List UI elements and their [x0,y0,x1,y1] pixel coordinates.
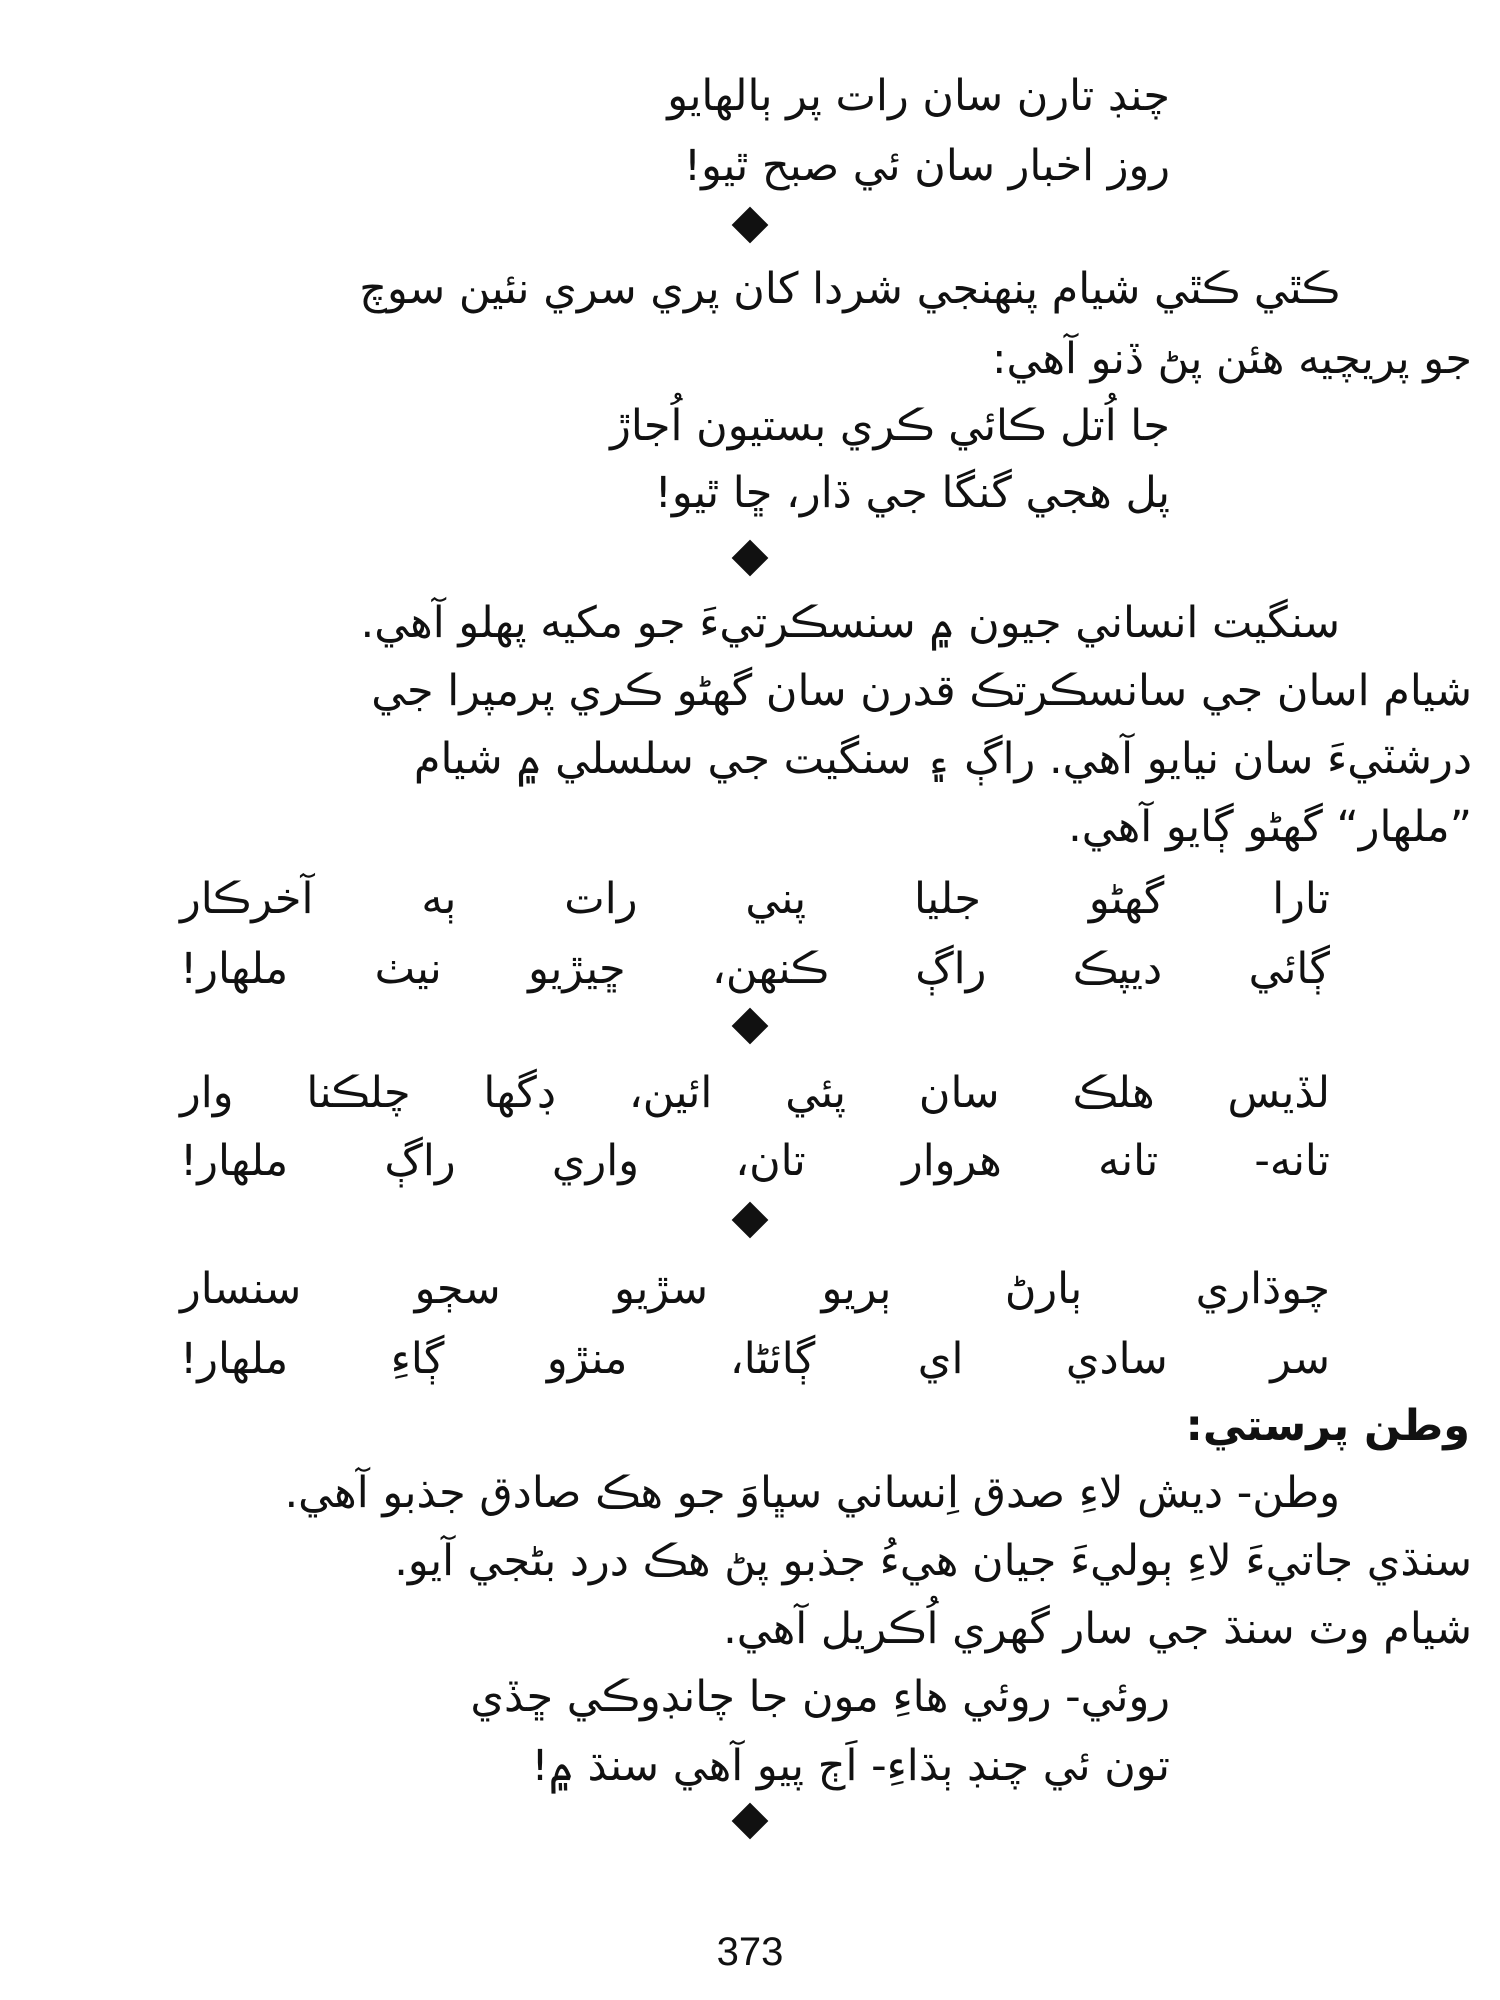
prose-line: شيام اسان جي سانسڪرتڪ قدرن سان گهڻو ڪري پرمپرا جي [371,666,1472,716]
verse-line: جا اُتل ڪائي ڪري بستيون اُجاڙ [610,401,1170,451]
verse-line: سر سادي اي ڳائڻا، منڙو ڳاءِ ملهار! [180,1334,1330,1384]
diamond-separator-icon [732,207,769,244]
prose-line: جو پريچيه هئن پڻ ڏنو آهي: [992,334,1472,384]
prose-line: سنڌي جاتيءَ لاءِ ٻوليءَ جيان هيءُ جذبو پڻ هڪ درد بڻجي آيو. [394,1536,1472,1586]
verse-line: تانه- تانه هروار تان، واري راڳ ملهار! [180,1136,1330,1186]
verse-line: تون ئي چنڊ ٻڌاءِ- اَڄ پيو آهي سنڌ ۾! [531,1741,1170,1791]
verse-line: روز اخبار سان ئي صبح ٿيو! [683,141,1170,191]
verse-line: پل هجي گنگا جي ڌار، ڇا ٿيو! [654,468,1170,518]
diamond-separator-icon [732,540,769,577]
verse-line: تارا گهڻو جليا پني رات ٻه آخرڪار [180,874,1330,924]
diamond-separator-icon [732,1803,769,1840]
prose-line: وطن- ديش لاءِ صدق اِنساني سڀاوَ جو هڪ صادق جذبو آهي. [284,1468,1340,1518]
prose-line: درشٽيءَ سان نيايو آهي. راڳ ۽ سنگيت جي سلسلي ۾ شيام [413,734,1472,784]
page-number: 373 [716,1930,784,1974]
prose-line: شيام وٽ سنڌ جي سار گهري اُڪريل آهي. [723,1604,1472,1654]
prose-line: ڪٿي ڪٿي شيام پنهنجي شردا کان پري سري نئين سوچ [359,264,1340,314]
prose-line: سنگيت انساني جيون ۾ سنسڪرتيءَ جو مکيه پهلو آهي. [360,598,1340,648]
section-heading: وطن پرستي: [1185,1401,1470,1451]
verse-line: لڏيس هلڪ سان پئي ائين، ڊگها چلڪنا وار [180,1068,1330,1118]
verse-line: ڳائي ديپڪ راڳ ڪنهن، ڇيڙيو نيٺ ملهار! [180,944,1330,994]
verse-line: چنڊ تارن سان رات پر ٻالهايو [667,71,1170,121]
verse-line: چوڌاري ٻارڻ ٻريو سڙيو سڄو سنسار [180,1264,1330,1314]
verse-line: روئي- روئي هاءِ مون جا چانڊوڪي ڇڏي [470,1672,1170,1722]
diamond-separator-icon [732,1202,769,1239]
diamond-separator-icon [732,1008,769,1045]
prose-line: ”ملهار“ گهڻو ڳايو آهي. [1068,802,1472,852]
